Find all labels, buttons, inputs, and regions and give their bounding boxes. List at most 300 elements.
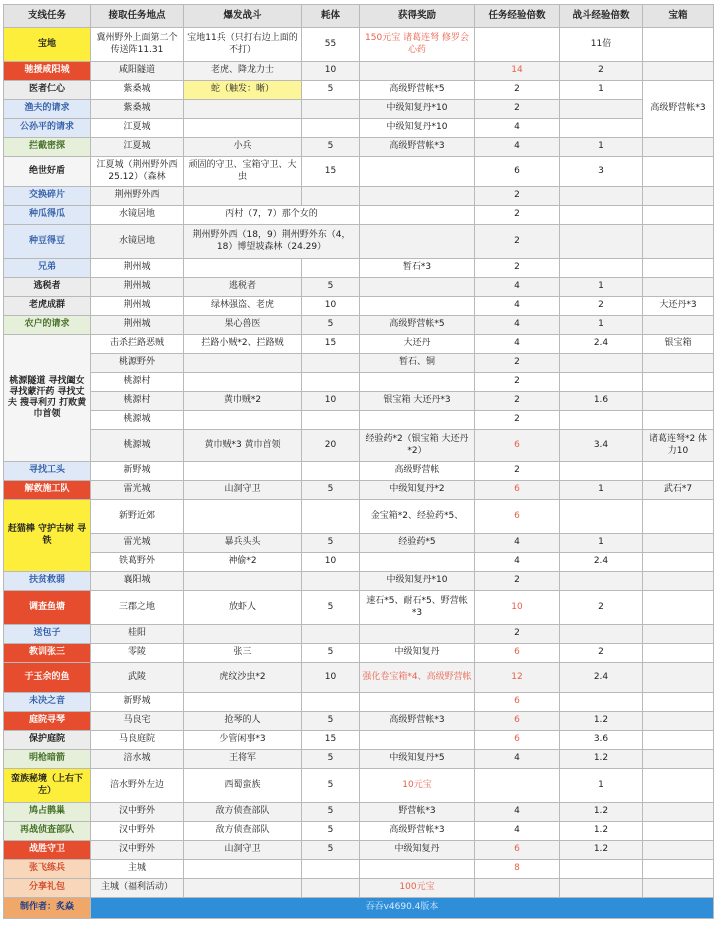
battle-exp-cell (560, 100, 643, 119)
battle-cell: 逃税者 (184, 278, 302, 297)
battle-exp-cell (560, 572, 643, 591)
battle-cell (184, 100, 302, 119)
reward-cell: 中级知复丹 (360, 644, 475, 663)
table-row (4, 500, 714, 534)
location-cell: 涪水城 (91, 750, 184, 769)
location-cell: 水镜居地 (91, 206, 184, 225)
mission-name: 再战侦查部队 (4, 822, 91, 841)
reward-cell: 中级知复丹*10 (360, 100, 475, 119)
location-cell: 江夏城 (91, 138, 184, 157)
battle-exp-cell (560, 206, 643, 225)
reward-cell (360, 225, 475, 259)
chest-cell (643, 841, 714, 860)
battle-exp-cell: 1.6 (560, 392, 643, 411)
battle-cell (184, 879, 302, 898)
reward-cell: 高级野营帐*5 (360, 81, 475, 100)
battle-cell (184, 500, 302, 534)
header-battle-exp: 战斗经验倍数 (560, 5, 643, 28)
stamina-cell: 5 (302, 316, 360, 335)
battle-exp-cell: 1.2 (560, 712, 643, 731)
table-row (4, 225, 714, 259)
reward-cell: 150元宝 诸葛连弩 修罗会心药 (360, 28, 475, 62)
mission-name: 教训张三 (4, 644, 91, 663)
battle-cell: 少管闲事*3 (184, 731, 302, 750)
reward-cell: 高级野营帐*3 (360, 822, 475, 841)
reward-cell: 中级知复丹*5 (360, 750, 475, 769)
task-exp-cell: 2 (475, 81, 560, 100)
reward-cell: 10元宝 (360, 769, 475, 803)
battle-exp-cell: 1 (560, 138, 643, 157)
location-cell: 汉中野外 (91, 803, 184, 822)
location-cell: 新野城 (91, 462, 184, 481)
table-row (4, 138, 714, 157)
location-cell: 江夏城 (91, 119, 184, 138)
battle-cell (184, 625, 302, 644)
reward-cell: 中级知复丹*10 (360, 119, 475, 138)
mission-name: 鸠占鹊巢 (4, 803, 91, 822)
battle-exp-cell: 3.4 (560, 430, 643, 462)
chest-cell: 武石*7 (643, 481, 714, 500)
battle-exp-cell: 3.6 (560, 731, 643, 750)
mission-name: 公孙平的请求 (4, 119, 91, 138)
stamina-cell (302, 100, 360, 119)
mission-name: 赶猫棒 守护古树 寻铁 (4, 500, 91, 572)
battle-cell (184, 411, 302, 430)
stamina-cell: 5 (302, 591, 360, 625)
task-exp-cell: 2 (475, 354, 560, 373)
header-location: 接取任务地点 (91, 5, 184, 28)
table-row (4, 62, 714, 81)
mission-name: 逃税者 (4, 278, 91, 297)
battle-exp-cell (560, 187, 643, 206)
chest-cell (643, 278, 714, 297)
location-cell: 紫桑城 (91, 81, 184, 100)
battle-cell: 果心兽医 (184, 316, 302, 335)
stamina-cell: 10 (302, 392, 360, 411)
battle-cell: 敌方侦查部队 (184, 803, 302, 822)
battle-cell: 王将军 (184, 750, 302, 769)
mission-table (3, 4, 714, 919)
chest-cell (643, 750, 714, 769)
task-exp-cell: 2 (475, 206, 560, 225)
battle-cell: 黄巾贼*2 (184, 392, 302, 411)
task-exp-cell: 4 (475, 335, 560, 354)
reward-cell: 高级野营帐 (360, 462, 475, 481)
reward-cell: 中级知复丹*10 (360, 572, 475, 591)
mission-name: 扶贫救弱 (4, 572, 91, 591)
reward-cell: 大还丹 (360, 335, 475, 354)
table-row (4, 663, 714, 693)
location-cell: 水镜居地 (91, 225, 184, 259)
chest-cell (643, 625, 714, 644)
mission-name: 宝地 (4, 28, 91, 62)
mission-name: 桃源隧道 寻找阖女 寻找蒙汗药 寻找丈夫 搜寻利刃 打败黄巾首领 (4, 335, 91, 462)
task-exp-cell: 2 (475, 392, 560, 411)
stamina-cell (302, 259, 360, 278)
table-row (4, 572, 714, 591)
task-exp-cell (475, 879, 560, 898)
reward-cell (360, 553, 475, 572)
chest-cell (643, 259, 714, 278)
stamina-cell: 20 (302, 430, 360, 462)
battle-exp-cell: 1 (560, 534, 643, 553)
reward-cell: 中级知复丹 (360, 841, 475, 860)
battle-cell: 宝地11兵（只打右边上面的不打） (184, 28, 302, 62)
task-exp-cell: 6 (475, 731, 560, 750)
location-cell: 三郡之地 (91, 591, 184, 625)
reward-cell (360, 411, 475, 430)
reward-cell: 暂石*3 (360, 259, 475, 278)
battle-cell (184, 259, 302, 278)
task-exp-cell: 2 (475, 462, 560, 481)
stamina-cell: 5 (302, 803, 360, 822)
table-row (4, 553, 714, 572)
battle-exp-cell: 1.2 (560, 750, 643, 769)
table-row (4, 430, 714, 462)
location-cell: 雷光城 (91, 481, 184, 500)
stamina-cell (302, 500, 360, 534)
chest-cell (643, 373, 714, 392)
battle-cell (184, 373, 302, 392)
reward-cell: 中级知复丹*2 (360, 481, 475, 500)
location-cell: 桃源城 (91, 430, 184, 462)
chest-cell (643, 860, 714, 879)
task-exp-cell (475, 28, 560, 62)
stamina-cell: 10 (302, 62, 360, 81)
battle-cell: 丙村（7，7）那个女的 (184, 206, 360, 225)
reward-cell (360, 297, 475, 316)
battle-cell: 张三 (184, 644, 302, 663)
version-label: 吞吞v4690.4版本 (91, 898, 714, 919)
task-exp-cell (475, 769, 560, 803)
task-exp-cell: 6 (475, 693, 560, 712)
stamina-cell: 15 (302, 335, 360, 354)
mission-name: 绝世好盾 (4, 157, 91, 187)
battle-exp-cell: 2.4 (560, 335, 643, 354)
chest-cell (643, 462, 714, 481)
stamina-cell (302, 693, 360, 712)
chest-cell (643, 138, 714, 157)
stamina-cell (302, 860, 360, 879)
chest-cell (643, 28, 714, 62)
mission-name: 老虎成群 (4, 297, 91, 316)
battle-cell: 黄巾贼*3 黄巾首领 (184, 430, 302, 462)
stamina-cell (302, 119, 360, 138)
location-cell: 桃源村 (91, 392, 184, 411)
mission-name: 分享礼包 (4, 879, 91, 898)
task-exp-cell: 10 (475, 591, 560, 625)
task-exp-cell: 6 (475, 430, 560, 462)
task-exp-cell: 12 (475, 663, 560, 693)
table-row (4, 693, 714, 712)
chest-cell (643, 225, 714, 259)
table-row (4, 769, 714, 803)
chest-cell: 大还丹*3 (643, 297, 714, 316)
battle-exp-cell: 1 (560, 316, 643, 335)
stamina-cell: 5 (302, 841, 360, 860)
battle-cell: 放虾人 (184, 591, 302, 625)
table-row (4, 591, 714, 625)
reward-cell: 银宝箱 大还丹*3 (360, 392, 475, 411)
chest-cell (643, 206, 714, 225)
location-cell: 荆州城 (91, 259, 184, 278)
reward-cell: 野营帐*3 (360, 803, 475, 822)
battle-cell: 神偷*2 (184, 553, 302, 572)
chest-cell (643, 769, 714, 803)
mission-name: 庭院寻琴 (4, 712, 91, 731)
battle-exp-cell: 1 (560, 278, 643, 297)
mission-name: 兄弟 (4, 259, 91, 278)
location-cell: 荆州城 (91, 278, 184, 297)
battle-cell: 拦路小贼*2、拦路贼 (184, 335, 302, 354)
battle-cell (184, 462, 302, 481)
location-cell: 主城 (91, 860, 184, 879)
table-row (4, 822, 714, 841)
stamina-cell (302, 625, 360, 644)
battle-exp-cell: 3 (560, 157, 643, 187)
battle-cell (184, 187, 302, 206)
table-row (4, 316, 714, 335)
chest-cell (643, 157, 714, 187)
table-row (4, 879, 714, 898)
location-cell: 荆州城 (91, 297, 184, 316)
table-row (4, 259, 714, 278)
battle-exp-cell: 1.2 (560, 841, 643, 860)
stamina-cell (302, 462, 360, 481)
mission-name: 战胜守卫 (4, 841, 91, 860)
chest-cell (643, 663, 714, 693)
header-chest: 宝箱 (643, 5, 714, 28)
task-exp-cell: 4 (475, 138, 560, 157)
stamina-cell: 10 (302, 553, 360, 572)
battle-cell: 蛇（触发：晰） (184, 81, 302, 100)
mission-name: 拦截密探 (4, 138, 91, 157)
battle-cell (184, 572, 302, 591)
task-exp-cell: 6 (475, 841, 560, 860)
battle-exp-cell (560, 225, 643, 259)
location-cell: 桃源野外 (91, 354, 184, 373)
battle-cell: 绿林强盗、老虎 (184, 297, 302, 316)
stamina-cell: 15 (302, 731, 360, 750)
battle-exp-cell (560, 879, 643, 898)
location-cell: 紫桑城 (91, 100, 184, 119)
location-cell: 马良宅 (91, 712, 184, 731)
task-exp-cell: 4 (475, 822, 560, 841)
task-exp-cell: 2 (475, 259, 560, 278)
table-row (4, 354, 714, 373)
stamina-cell: 10 (302, 663, 360, 693)
task-exp-cell: 2 (475, 373, 560, 392)
mission-name: 寻找工头 (4, 462, 91, 481)
battle-exp-cell (560, 119, 643, 138)
task-exp-cell: 2 (475, 225, 560, 259)
stamina-cell: 5 (302, 769, 360, 803)
task-exp-cell: 14 (475, 62, 560, 81)
chest-cell (643, 411, 714, 430)
location-cell: 襄阳城 (91, 572, 184, 591)
mission-table-wrapper (3, 4, 713, 919)
table-row (4, 712, 714, 731)
mission-name: 驰援咸阳城 (4, 62, 91, 81)
battle-exp-cell (560, 259, 643, 278)
task-exp-cell: 2 (475, 411, 560, 430)
stamina-cell (302, 879, 360, 898)
reward-cell: 高级野营帐*3 (360, 712, 475, 731)
stamina-cell: 55 (302, 28, 360, 62)
table-row (4, 392, 714, 411)
stamina-cell (302, 373, 360, 392)
stamina-cell: 10 (302, 297, 360, 316)
author-credit: 制作者：炙焱 (4, 898, 91, 919)
battle-exp-cell: 1 (560, 481, 643, 500)
table-row (4, 481, 714, 500)
reward-cell: 速石*5、耐石*5、野营帐*3 (360, 591, 475, 625)
location-cell: 新野近郊 (91, 500, 184, 534)
battle-cell (184, 119, 302, 138)
table-row (4, 187, 714, 206)
chest-cell (643, 572, 714, 591)
chest-cell (643, 803, 714, 822)
mission-name: 送包子 (4, 625, 91, 644)
table-row (4, 81, 714, 100)
reward-cell (360, 187, 475, 206)
table-row (4, 841, 714, 860)
location-cell: 马良庭院 (91, 731, 184, 750)
task-exp-cell: 6 (475, 644, 560, 663)
task-exp-cell: 4 (475, 534, 560, 553)
mission-name: 种豆得豆 (4, 225, 91, 259)
battle-exp-cell: 2.4 (560, 553, 643, 572)
task-exp-cell: 2 (475, 100, 560, 119)
mission-name: 解救施工队 (4, 481, 91, 500)
battle-exp-cell (560, 860, 643, 879)
chest-cell: 诸葛连弩*2 体力10 (643, 430, 714, 462)
task-exp-cell: 4 (475, 803, 560, 822)
battle-cell: 山洞守卫 (184, 481, 302, 500)
table-row (4, 644, 714, 663)
reward-cell (360, 62, 475, 81)
mission-name: 张飞练兵 (4, 860, 91, 879)
task-exp-cell: 2 (475, 187, 560, 206)
location-cell: 武陵 (91, 663, 184, 693)
chest-cell (643, 187, 714, 206)
table-row (4, 462, 714, 481)
reward-cell (360, 731, 475, 750)
reward-cell (360, 157, 475, 187)
header-mission: 支线任务 (4, 5, 91, 28)
battle-cell: 暴兵头头 (184, 534, 302, 553)
location-cell: 桃源村 (91, 373, 184, 392)
battle-cell: 顽固的守卫、宝箱守卫、大虫 (184, 157, 302, 187)
chest-cell (643, 392, 714, 411)
battle-cell: 老虎、降龙力士 (184, 62, 302, 81)
chest-cell: 高级野营帐*3 (643, 81, 714, 138)
battle-cell: 荆州野外西（18，9）荆州野外东（4，18）博望坡森林（24.29） (184, 225, 360, 259)
reward-cell: 经验药*5 (360, 534, 475, 553)
chest-cell (643, 644, 714, 663)
battle-cell: 抢琴的人 (184, 712, 302, 731)
task-exp-cell: 2 (475, 625, 560, 644)
battle-exp-cell: 2 (560, 644, 643, 663)
header-reward: 获得奖励 (360, 5, 475, 28)
chest-cell (643, 822, 714, 841)
location-cell: 桂阳 (91, 625, 184, 644)
battle-cell: 敌方侦查部队 (184, 822, 302, 841)
battle-exp-cell: 2 (560, 591, 643, 625)
mission-name: 交换碎片 (4, 187, 91, 206)
battle-exp-cell (560, 373, 643, 392)
location-cell: 铁葛野外 (91, 553, 184, 572)
reward-cell: 高级野营帐*5 (360, 316, 475, 335)
mission-name: 蛮族秘境（上右下左） (4, 769, 91, 803)
mission-name: 医者仁心 (4, 81, 91, 100)
header-battle: 爆发战斗 (184, 5, 302, 28)
task-exp-cell: 4 (475, 278, 560, 297)
stamina-cell: 5 (302, 822, 360, 841)
stamina-cell: 5 (302, 534, 360, 553)
battle-exp-cell: 11倍 (560, 28, 643, 62)
mission-name: 未决之音 (4, 693, 91, 712)
battle-cell: 小兵 (184, 138, 302, 157)
battle-exp-cell (560, 500, 643, 534)
task-exp-cell: 6 (475, 500, 560, 534)
location-cell: 荆州城 (91, 316, 184, 335)
battle-exp-cell (560, 462, 643, 481)
location-cell: 击杀拦路恶贼 (91, 335, 184, 354)
chest-cell (643, 712, 714, 731)
battle-exp-cell: 2 (560, 297, 643, 316)
table-row (4, 335, 714, 354)
reward-cell: 暂石、铜 (360, 354, 475, 373)
location-cell: 江夏城（荆州野外西25.12）（森林 (91, 157, 184, 187)
chest-cell (643, 316, 714, 335)
battle-exp-cell: 1 (560, 81, 643, 100)
chest-cell (643, 693, 714, 712)
mission-name: 种瓜得瓜 (4, 206, 91, 225)
footer-row (4, 898, 714, 919)
task-exp-cell: 4 (475, 119, 560, 138)
stamina-cell: 5 (302, 138, 360, 157)
battle-cell (184, 693, 302, 712)
location-cell: 冀州野外上面第二个传送阵11.31 (91, 28, 184, 62)
battle-exp-cell (560, 354, 643, 373)
reward-cell (360, 278, 475, 297)
reward-cell: 100元宝 (360, 879, 475, 898)
mission-name: 农户的请求 (4, 316, 91, 335)
stamina-cell: 5 (302, 644, 360, 663)
task-exp-cell: 6 (475, 481, 560, 500)
table-row (4, 860, 714, 879)
task-exp-cell: 6 (475, 157, 560, 187)
header-stamina: 耗体 (302, 5, 360, 28)
chest-cell (643, 534, 714, 553)
location-cell: 桃源城 (91, 411, 184, 430)
battle-cell: 虎纹沙虫*2 (184, 663, 302, 693)
chest-cell (643, 553, 714, 572)
chest-cell: 银宝箱 (643, 335, 714, 354)
task-exp-cell: 4 (475, 750, 560, 769)
chest-cell (643, 591, 714, 625)
reward-cell: 高级野营帐*3 (360, 138, 475, 157)
battle-exp-cell (560, 625, 643, 644)
table-row (4, 750, 714, 769)
table-row (4, 625, 714, 644)
stamina-cell: 15 (302, 157, 360, 187)
mission-name: 明枪暗箭 (4, 750, 91, 769)
battle-exp-cell: 2.4 (560, 663, 643, 693)
battle-exp-cell: 1.2 (560, 822, 643, 841)
location-cell: 汉中野外 (91, 822, 184, 841)
